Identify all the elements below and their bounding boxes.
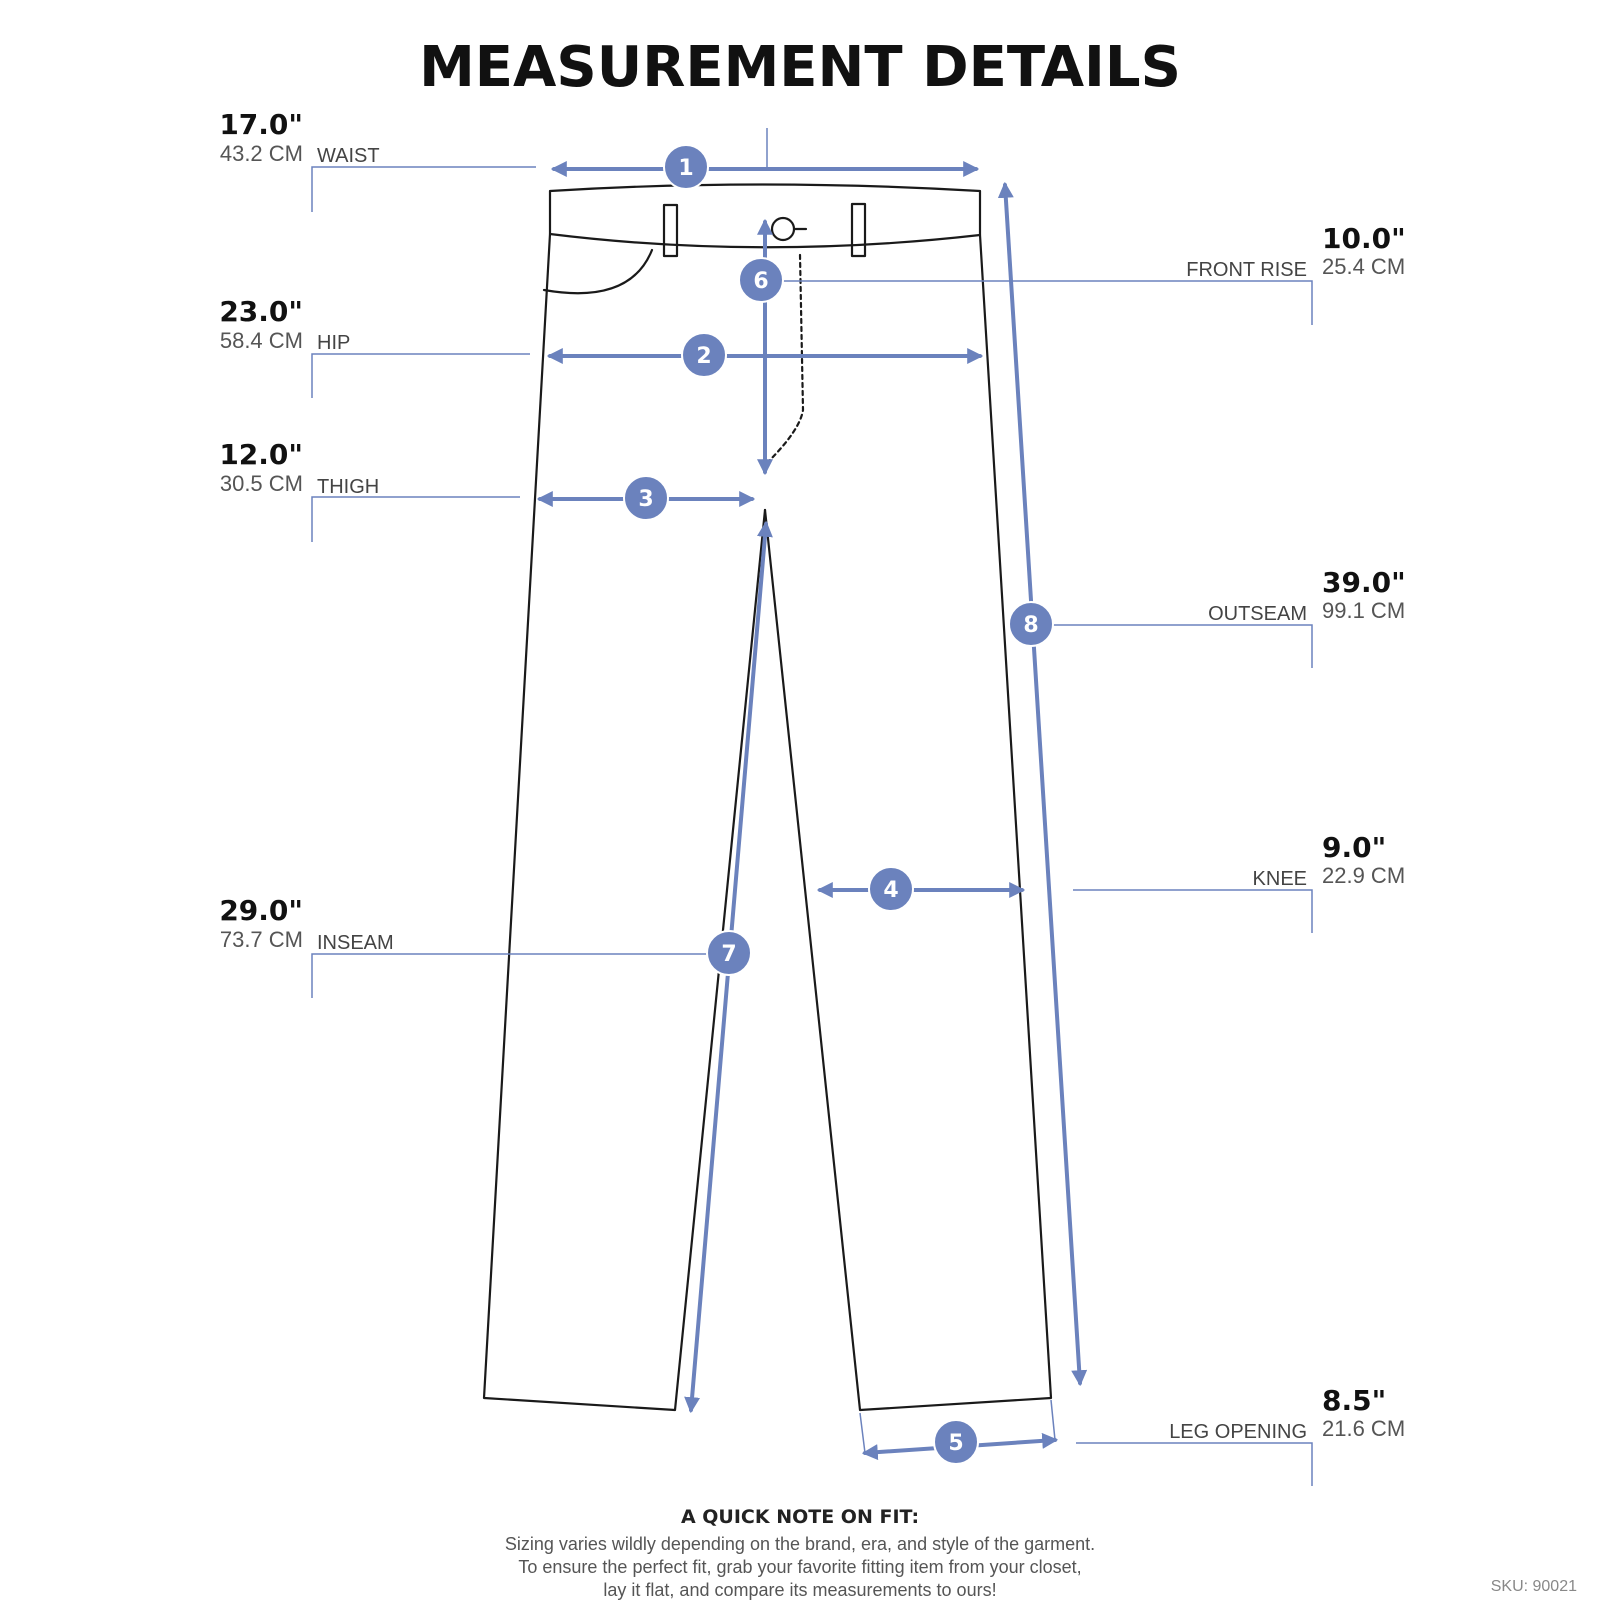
badge-hip: [682, 333, 726, 377]
label-leg-opening: [1169, 1384, 1405, 1443]
badge-inseam: [707, 931, 751, 975]
svg-text:LEG OPENING: LEG OPENING: [1169, 1421, 1307, 1443]
fit-note-line-3: lay it flat, and compare its measurements to ours!: [603, 1580, 997, 1600]
svg-text:KNEE: KNEE: [1252, 868, 1307, 890]
svg-text:3: 3: [638, 487, 654, 512]
badge-waist: [664, 145, 708, 189]
badge-outseam: [1009, 602, 1053, 646]
svg-text:29.0": 29.0": [219, 894, 303, 927]
svg-text:8.5": 8.5": [1322, 1384, 1387, 1417]
svg-text:25.4 CM: 25.4 CM: [1322, 254, 1406, 279]
svg-text:12.0": 12.0": [219, 438, 303, 471]
svg-text:10.0": 10.0": [1322, 222, 1406, 255]
svg-text:58.4 CM: 58.4 CM: [219, 328, 303, 353]
fit-note: [505, 1506, 1095, 1600]
svg-text:43.2 CM: 43.2 CM: [219, 141, 303, 166]
front-pocket: [544, 250, 652, 293]
measurement-lines: [540, 128, 1080, 1453]
svg-text:9.0": 9.0": [1322, 831, 1387, 864]
svg-text:5: 5: [948, 1431, 964, 1456]
svg-text:1: 1: [678, 156, 694, 181]
label-waist: [219, 108, 379, 167]
label-thigh: [219, 438, 379, 498]
belt-loop-right: [852, 204, 865, 256]
svg-text:WAIST: WAIST: [317, 145, 380, 167]
label-hip: [219, 295, 350, 354]
svg-text:OUTSEAM: OUTSEAM: [1208, 603, 1307, 625]
label-knee: [1253, 831, 1406, 890]
badge-knee: [869, 867, 913, 911]
svg-text:30.5 CM: 30.5 CM: [219, 471, 303, 496]
page-title: MEASUREMENT DETAILS: [419, 35, 1181, 100]
outseam-arrow: [1005, 185, 1080, 1383]
pants-outline: [484, 185, 1051, 1411]
svg-text:39.0": 39.0": [1322, 566, 1406, 599]
svg-text:7: 7: [721, 942, 737, 967]
badge-leg-opening: [934, 1420, 978, 1464]
button: [772, 218, 794, 240]
svg-text:73.7 CM: 73.7 CM: [219, 927, 303, 952]
svg-text:HIP: HIP: [317, 332, 351, 354]
badge-thigh: [624, 476, 668, 520]
right-leg: [765, 235, 1051, 1410]
svg-text:2: 2: [696, 344, 712, 369]
svg-text:INSEAM: INSEAM: [317, 932, 394, 954]
label-front-rise: [1186, 222, 1405, 281]
leader-lines: [312, 167, 1312, 1486]
belt-loop-left: [664, 205, 677, 256]
svg-text:4: 4: [883, 878, 899, 903]
svg-text:17.0": 17.0": [219, 108, 303, 141]
fit-note-line-1: Sizing varies wildly depending on the brand, era, and style of the garment.: [504, 1534, 1096, 1554]
badge-front-rise: [739, 258, 783, 302]
svg-text:21.6 CM: 21.6 CM: [1322, 1416, 1406, 1441]
svg-text:8: 8: [1023, 613, 1039, 638]
svg-text:22.9 CM: 22.9 CM: [1322, 863, 1406, 888]
label-inseam: [219, 894, 393, 954]
left-leg: [484, 234, 765, 1410]
fit-note-line-2: To ensure the perfect fit, grab your favorite fitting item from your closet,: [518, 1557, 1082, 1577]
svg-text:6: 6: [753, 269, 769, 294]
sku-label: SKU: 90021: [1490, 1578, 1577, 1595]
svg-text:FRONT RISE: FRONT RISE: [1186, 259, 1307, 281]
svg-text:THIGH: THIGH: [317, 476, 380, 498]
fit-note-heading: A QUICK NOTE ON FIT:: [680, 1506, 920, 1528]
svg-text:23.0": 23.0": [219, 295, 303, 328]
svg-text:99.1 CM: 99.1 CM: [1322, 598, 1406, 623]
label-outseam: [1208, 566, 1406, 625]
